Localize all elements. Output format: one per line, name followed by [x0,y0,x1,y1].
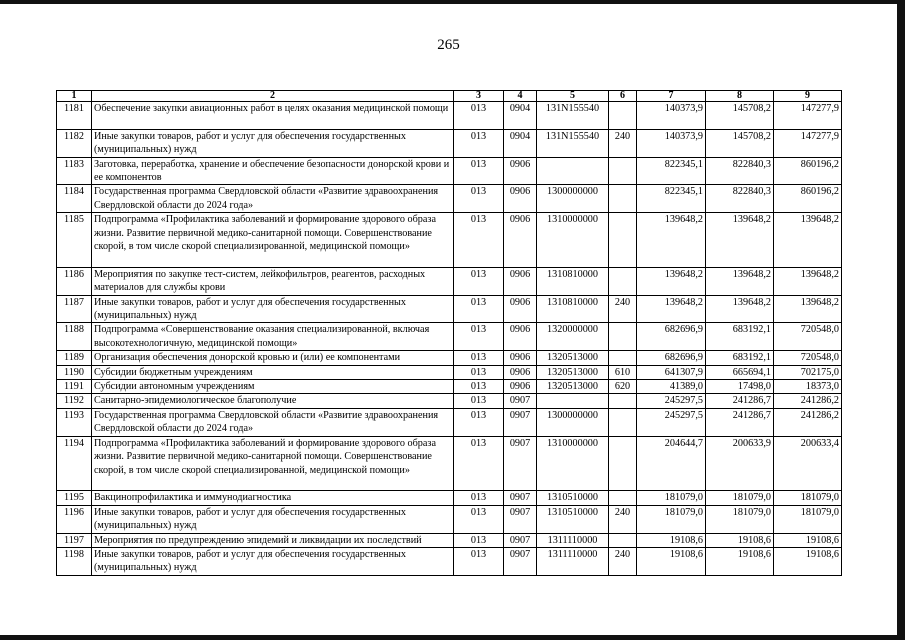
amount-year-1: 204644,7 [637,436,706,491]
target-article: 1310000000 [537,213,609,268]
table-row [57,157,842,185]
amount-year-2: 683192,1 [706,351,774,365]
ministry-code: 013 [454,365,504,379]
section-code: 0906 [504,380,537,394]
amount-year-2: 139648,2 [706,267,774,295]
amount-year-3: 19108,6 [774,547,842,575]
section-code: 0907 [504,533,537,547]
amount-year-3: 181079,0 [774,505,842,533]
amount-year-2: 200633,9 [706,436,774,491]
expense-type [609,533,637,547]
expense-type: 240 [609,547,637,575]
row-number: 1187 [57,295,92,323]
ministry-code: 013 [454,351,504,365]
row-name: Организация обеспечения донорской кровью и (или) ее компонентами [92,351,454,365]
target-article: 1310000000 [537,436,609,491]
row-number: 1194 [57,436,92,491]
expense-type: 240 [609,505,637,533]
amount-year-2: 241286,7 [706,408,774,436]
table-body [57,102,842,576]
ministry-code: 013 [454,436,504,491]
row-number: 1182 [57,129,92,157]
expense-type [609,394,637,408]
target-article: 1310510000 [537,491,609,505]
section-code: 0906 [504,295,537,323]
amount-year-3: 139648,2 [774,295,842,323]
row-name: Подпрограмма «Профилактика заболеваний и формирование здорового образа жизни. Развитие первичной медико-санитарной помощи. Совершенствование скорой, в том числе скорой специализированной, медицинской помощи» [92,213,454,268]
section-code: 0907 [504,491,537,505]
amount-year-1: 19108,6 [637,533,706,547]
row-number: 1185 [57,213,92,268]
budget-table [56,90,842,576]
target-article: 1311110000 [537,547,609,575]
row-name: Подпрограмма «Совершенствование оказания специализированной, включая высокотехнологичную, медицинской помощи» [92,323,454,351]
amount-year-1: 140373,9 [637,129,706,157]
expense-type: 240 [609,295,637,323]
section-code: 0907 [504,394,537,408]
expense-type [609,185,637,213]
amount-year-3: 241286,2 [774,394,842,408]
section-code: 0907 [504,436,537,491]
column-header: 2 [92,91,454,102]
table-row [57,408,842,436]
section-code: 0907 [504,547,537,575]
amount-year-2: 145708,2 [706,102,774,130]
row-name: Подпрограмма «Профилактика заболеваний и формирование здорового образа жизни. Развитие первичной медико-санитарной помощи. Совершенствование скорой, в том числе скорой специализированной, медицинской помощи» [92,436,454,491]
section-code: 0907 [504,408,537,436]
table-row [57,505,842,533]
amount-year-1: 822345,1 [637,157,706,185]
amount-year-3: 147277,9 [774,129,842,157]
expense-type [609,323,637,351]
row-number: 1196 [57,505,92,533]
row-number: 1184 [57,185,92,213]
amount-year-2: 145708,2 [706,129,774,157]
amount-year-2: 19108,6 [706,533,774,547]
amount-year-1: 19108,6 [637,547,706,575]
row-number: 1183 [57,157,92,185]
column-header: 5 [537,91,609,102]
expense-type: 620 [609,380,637,394]
amount-year-1: 245297,5 [637,394,706,408]
target-article: 1310510000 [537,505,609,533]
section-code: 0906 [504,213,537,268]
expense-type [609,267,637,295]
target-article: 1300000000 [537,408,609,436]
row-name: Обеспечение закупки авиационных работ в целях оказания медицинской помощи [92,102,454,130]
row-name: Санитарно-эпидемиологическое благополучие [92,394,454,408]
amount-year-3: 860196,2 [774,157,842,185]
column-header: 6 [609,91,637,102]
ministry-code: 013 [454,323,504,351]
ministry-code: 013 [454,213,504,268]
amount-year-1: 822345,1 [637,185,706,213]
row-name: Мероприятия по предупреждению эпидемий и ликвидации их последствий [92,533,454,547]
amount-year-2: 139648,2 [706,213,774,268]
amount-year-1: 245297,5 [637,408,706,436]
amount-year-1: 139648,2 [637,213,706,268]
amount-year-2: 17498,0 [706,380,774,394]
row-number: 1195 [57,491,92,505]
row-name: Иные закупки товаров, работ и услуг для обеспечения государственных (муниципальных) нужд [92,295,454,323]
table-row [57,533,842,547]
table-row [57,436,842,491]
amount-year-3: 18373,0 [774,380,842,394]
target-article [537,394,609,408]
table-row [57,351,842,365]
table-row [57,213,842,268]
table-row [57,323,842,351]
amount-year-3: 720548,0 [774,323,842,351]
amount-year-1: 181079,0 [637,491,706,505]
row-number: 1192 [57,394,92,408]
column-header: 3 [454,91,504,102]
row-number: 1191 [57,380,92,394]
target-article: 1320000000 [537,323,609,351]
amount-year-3: 200633,4 [774,436,842,491]
section-code: 0906 [504,157,537,185]
section-code: 0904 [504,102,537,130]
row-name: Иные закупки товаров, работ и услуг для обеспечения государственных (муниципальных) нужд [92,505,454,533]
ministry-code: 013 [454,102,504,130]
expense-type [609,408,637,436]
amount-year-1: 140373,9 [637,102,706,130]
row-number: 1193 [57,408,92,436]
row-number: 1198 [57,547,92,575]
row-name: Субсидии бюджетным учреждениям [92,365,454,379]
row-name: Мероприятия по закупке тест-систем, лейкофильтров, реагентов, расходных материалов для службы крови [92,267,454,295]
ministry-code: 013 [454,380,504,394]
amount-year-1: 181079,0 [637,505,706,533]
page-number: 265 [437,37,460,53]
expense-type [609,491,637,505]
amount-year-1: 641307,9 [637,365,706,379]
ministry-code: 013 [454,295,504,323]
target-article: 1300000000 [537,185,609,213]
ministry-code: 013 [454,408,504,436]
amount-year-2: 19108,6 [706,547,774,575]
target-article: 1310810000 [537,295,609,323]
ministry-code: 013 [454,394,504,408]
table-row [57,547,842,575]
table-row [57,295,842,323]
target-article: 1320513000 [537,380,609,394]
table-row [57,129,842,157]
amount-year-2: 139648,2 [706,295,774,323]
section-code: 0906 [504,365,537,379]
amount-year-2: 683192,1 [706,323,774,351]
row-number: 1190 [57,365,92,379]
section-code: 0906 [504,185,537,213]
amount-year-3: 181079,0 [774,491,842,505]
row-number: 1188 [57,323,92,351]
ministry-code: 013 [454,157,504,185]
amount-year-3: 139648,2 [774,267,842,295]
row-name: Субсидии автономным учреждениям [92,380,454,394]
amount-year-1: 682696,9 [637,323,706,351]
amount-year-3: 702175,0 [774,365,842,379]
ministry-code: 013 [454,505,504,533]
ministry-code: 013 [454,491,504,505]
amount-year-1: 139648,2 [637,295,706,323]
row-name: Иные закупки товаров, работ и услуг для обеспечения государственных (муниципальных) нужд [92,547,454,575]
section-code: 0907 [504,505,537,533]
table-row [57,380,842,394]
scan-border-right [897,0,905,640]
target-article: 131N155540 [537,129,609,157]
column-header: 1 [57,91,92,102]
column-header: 4 [504,91,537,102]
target-article [537,157,609,185]
section-code: 0906 [504,267,537,295]
amount-year-1: 41389,0 [637,380,706,394]
amount-year-3: 139648,2 [774,213,842,268]
ministry-code: 013 [454,547,504,575]
expense-type: 610 [609,365,637,379]
header-row [57,91,842,102]
target-article: 1320513000 [537,365,609,379]
expense-type [609,351,637,365]
target-article: 1320513000 [537,351,609,365]
column-header: 9 [774,91,842,102]
amount-year-2: 181079,0 [706,491,774,505]
section-code: 0906 [504,323,537,351]
column-header: 7 [637,91,706,102]
row-name: Государственная программа Свердловской области «Развитие здравоохранения Свердловской области до 2024 года» [92,185,454,213]
table-row [57,185,842,213]
expense-type [609,436,637,491]
amount-year-3: 241286,2 [774,408,842,436]
amount-year-2: 181079,0 [706,505,774,533]
row-number: 1186 [57,267,92,295]
scan-border-bottom [0,635,905,640]
amount-year-2: 665694,1 [706,365,774,379]
target-article: 131N155540 [537,102,609,130]
column-header: 8 [706,91,774,102]
expense-type [609,102,637,130]
expense-type [609,213,637,268]
ministry-code: 013 [454,267,504,295]
row-name: Иные закупки товаров, работ и услуг для обеспечения государственных (муниципальных) нужд [92,129,454,157]
row-name: Государственная программа Свердловской области «Развитие здравоохранения Свердловской области до 2024 года» [92,408,454,436]
amount-year-2: 822840,3 [706,157,774,185]
target-article: 1311110000 [537,533,609,547]
row-name: Вакцинопрофилактика и иммунодиагностика [92,491,454,505]
expense-type: 240 [609,129,637,157]
amount-year-3: 147277,9 [774,102,842,130]
amount-year-2: 241286,7 [706,394,774,408]
row-name: Заготовка, переработка, хранение и обеспечение безопасности донорской крови и ее компонентов [92,157,454,185]
amount-year-2: 822840,3 [706,185,774,213]
ministry-code: 013 [454,533,504,547]
amount-year-3: 860196,2 [774,185,842,213]
scan-border-top [0,0,905,4]
row-number: 1197 [57,533,92,547]
section-code: 0904 [504,129,537,157]
amount-year-3: 720548,0 [774,351,842,365]
amount-year-3: 19108,6 [774,533,842,547]
ministry-code: 013 [454,129,504,157]
table-row [57,365,842,379]
row-number: 1189 [57,351,92,365]
ministry-code: 013 [454,185,504,213]
table-row [57,102,842,130]
amount-year-1: 682696,9 [637,351,706,365]
target-article: 1310810000 [537,267,609,295]
table-row [57,267,842,295]
row-number: 1181 [57,102,92,130]
table-row [57,491,842,505]
expense-type [609,157,637,185]
section-code: 0906 [504,351,537,365]
table-row [57,394,842,408]
amount-year-1: 139648,2 [637,267,706,295]
